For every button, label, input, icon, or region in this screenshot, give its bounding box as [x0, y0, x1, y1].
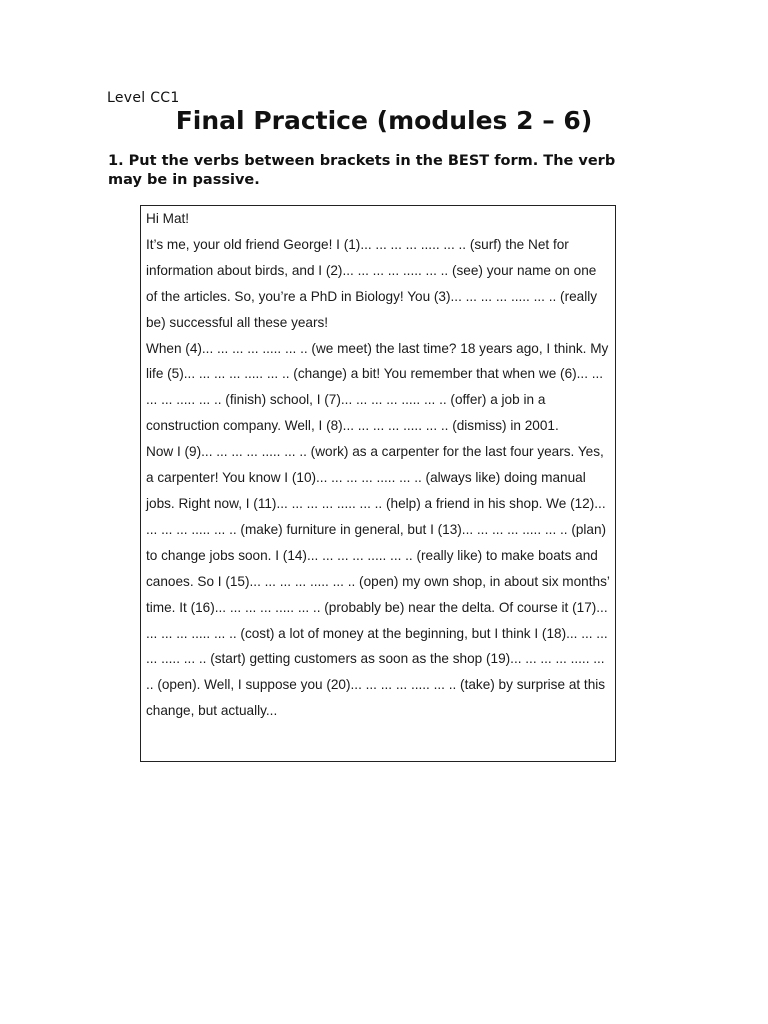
letter-paragraph-1: It’s me, your old friend George! I (1)... ... ... ... ..... ... .. (surf) the Net for information about birds, and I (2)... ... ... ... ..... ... .. (see) your name on one of the articles. So, you’re a PhD in Biology! You (3)... ... ... ... ..... ... .. (really be) successful all these years! — [146, 236, 598, 330]
letter-text-box — [140, 205, 616, 762]
letter-paragraph-3: Now I (9)... ... ... ... ..... ... .. (work) as a carpenter for the last four years. Yes, a carpenter! You know I (10)... ... ... ... ..... ... .. (always like) doing manual jobs. Right now, I (11)... ... ... ... ..... ... .. (help) a friend in his shop. We (12)... ... ... ... ..... ... .. (make) furniture in general, but I (13)... ... ... ... ..... ... .. (plan) to change jobs soon. I (14)... ... ... ... ..... ... .. (really like) to make boats and canoes. So I (15)... ... ... ... ..... ... .. (open) my own shop, in about six months’ time. It (16)... ... ... ... ..... ... .. (probably be) near the delta. Of course it (17)... ... ... ... ..... ... .. (cost) a lot of money at the beginning, but I think I (18)... ... ... ... ..... ... .. (start) getting customers as soon as the shop (19)... ... ... ... ..... ... .. (open). Well, I suppose you (20)... ... ... ... ..... ... .. (take) by surprise at this change, but actually... — [146, 444, 610, 719]
level-label: Level CC1 — [107, 90, 180, 106]
letter-paragraph-2: When (4)... ... ... ... ..... ... .. (we meet) the last time? 18 years ago, I think. My life (5)... ... ... ... ..... ... .. (change) a bit! You remember that when we (6)... ... ... ... ..... ... .. (finish) school, I (7)... ... ... ... ..... ... .. (offer) a job in a construction company. Well, I (8)... ... ... ... ..... ... .. (dismiss) in 2001. — [146, 340, 609, 434]
exercise-instruction: 1. Put the verbs between brackets in the BEST form. The verb may be in passive. — [108, 153, 616, 188]
page-title: Final Practice (modules 2 – 6) — [175, 106, 593, 135]
letter-greeting: Hi Mat! — [146, 211, 190, 226]
